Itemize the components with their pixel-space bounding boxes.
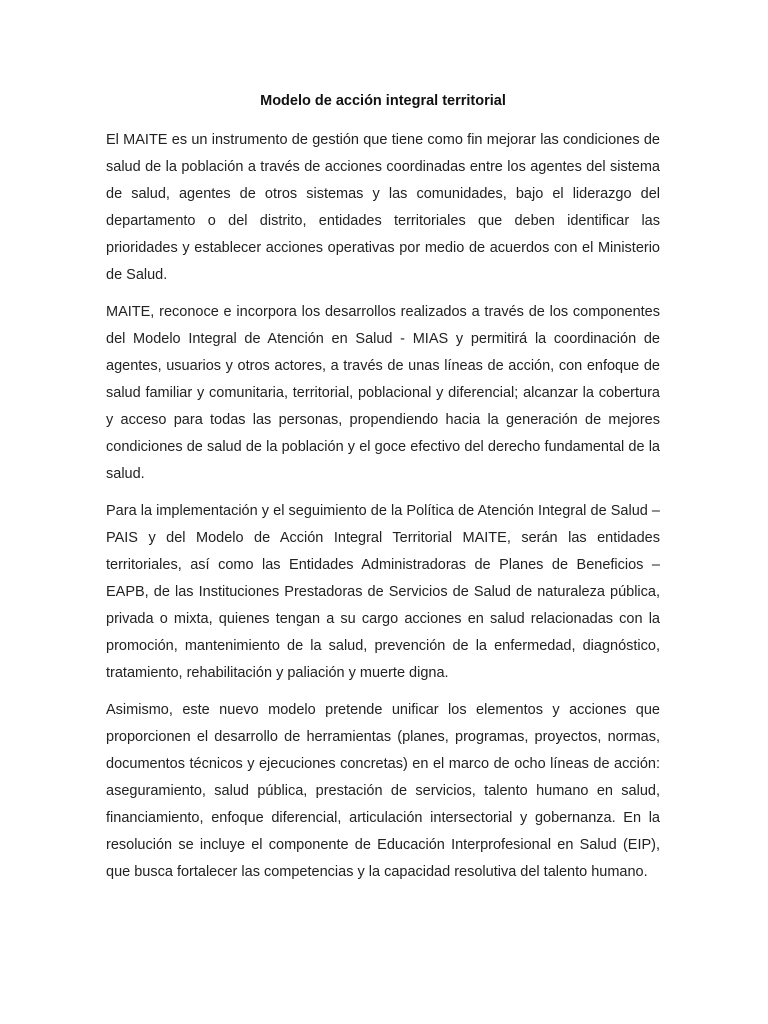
document-title: Modelo de acción integral territorial bbox=[260, 93, 506, 109]
paragraph-4: Asimismo, este nuevo modelo pretende unificar los elementos y acciones que proporcionen el desarrollo de herramientas (planes, programas, proyectos, normas, documentos técnicos y ejecuciones concretas) en el marco de ocho líneas de acción: aseguramiento, salud pública, prestación de servicios, talento humano en salud, financiamiento, enfoque diferencial, articulación intersectorial y gobernanza. En la resolución se incluye el componente de Educación Interprofesional en Salud (EIP), que busca fortalecer las competencias y la capacidad resolutiva del talento humano. bbox=[106, 702, 660, 880]
document-content bbox=[106, 88, 660, 896]
paragraph-3: Para la implementación y el seguimiento de la Política de Atención Integral de Salud – PAIS y del Modelo de Acción Integral Territorial MAITE, serán las entidades territoriales, así como las Entidades Administradoras de Planes de Beneficios – EAPB, de las Instituciones Prestadoras de Servicios de Salud de naturaleza pública, privada o mixta, quienes tengan a su cargo acciones en salud relacionadas con la promoción, mantenimiento de la salud, prevención de la enfermedad, diagnóstico, tratamiento, rehabilitación y paliación y muerte digna. bbox=[106, 503, 660, 681]
paragraph-2: MAITE, reconoce e incorpora los desarrollos realizados a través de los componentes del Modelo Integral de Atención en Salud - MIAS y permitirá la coordinación de agentes, usuarios y otros actores, a través de unas líneas de acción, con enfoque de salud familiar y comunitaria, territorial, poblacional y diferencial; alcanzar la cobertura y acceso para todas las personas, propendiendo hacia la generación de mejores condiciones de salud de la población y el goce efectivo del derecho fundamental de la salud. bbox=[106, 304, 660, 482]
paragraph-1: El MAITE es un instrumento de gestión que tiene como fin mejorar las condiciones de salud de la población a través de acciones coordinadas entre los agentes del sistema de salud, agentes de otros sistemas y las comunidades, bajo el liderazgo del departamento o del distrito, entidades territoriales que deben identificar las prioridades y establecer acciones operativas por medio de acuerdos con el Ministerio de Salud. bbox=[106, 132, 660, 283]
